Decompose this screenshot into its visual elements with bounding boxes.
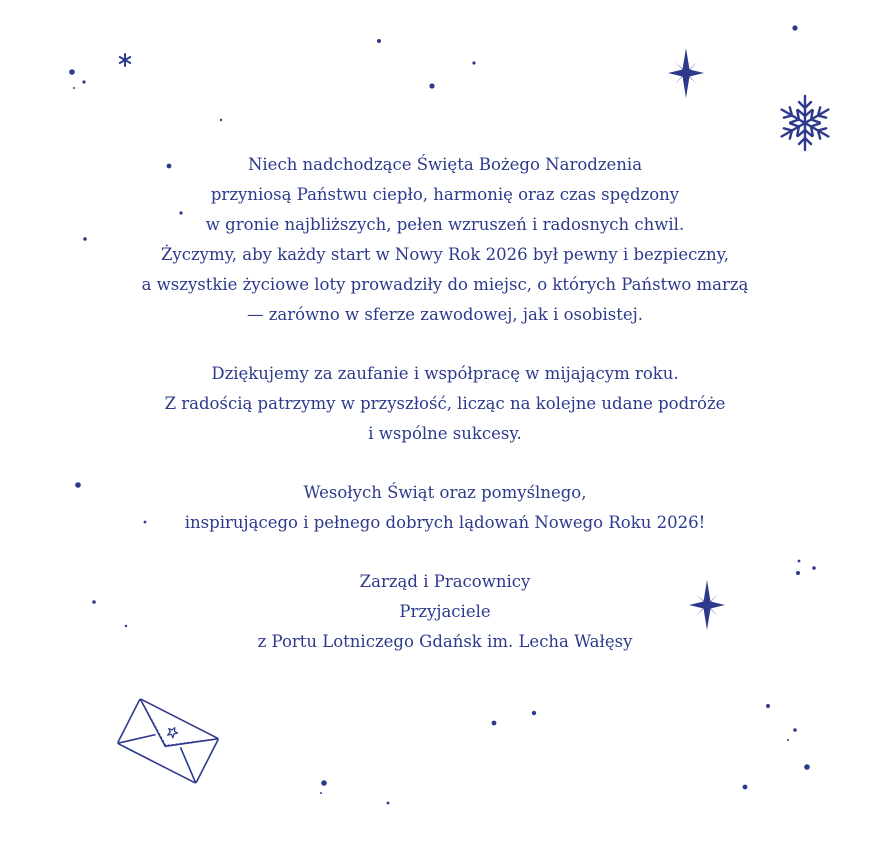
signature-line: Zarząd i Pracownicy xyxy=(359,572,531,591)
greeting-line: Dziękujemy za zaufanie i współpracę w mijającym roku. xyxy=(211,364,679,383)
snow-dot xyxy=(532,711,536,715)
snow-dot xyxy=(220,119,222,121)
greeting-line: a wszystkie życiowe loty prowadziły do miejsc, o których Państwo marzą xyxy=(141,275,749,294)
snow-dot xyxy=(793,728,797,732)
snow-dot xyxy=(320,792,322,794)
greeting-signature xyxy=(0,567,890,657)
signature-line: Przyjaciele xyxy=(399,602,491,621)
envelope-icon xyxy=(117,699,218,784)
greeting-text xyxy=(0,150,890,657)
greeting-paragraph-thanks xyxy=(0,359,890,449)
snow-dot xyxy=(792,25,797,30)
snow-dot xyxy=(387,802,390,805)
snow-dot xyxy=(321,780,327,786)
asterisk-star-icon xyxy=(120,54,130,66)
greeting-line: Niech nadchodzące Święta Bożego Narodzenia xyxy=(247,155,643,174)
greeting-line: — zarówno w sferze zawodowej, jak i osobistej. xyxy=(246,305,644,324)
snow-dot xyxy=(82,80,85,83)
greeting-line: Wesołych Świąt oraz pomyślnego, xyxy=(303,483,587,502)
greeting-line: inspirującego i pełnego dobrych lądowań Nowego Roku 2026! xyxy=(184,513,706,532)
snow-dot xyxy=(743,785,748,790)
snow-dot xyxy=(472,61,475,64)
greeting-line: Życzymy, aby każdy start w Nowy Rok 2026 był pewny i bezpieczny, xyxy=(160,245,730,264)
greeting-line: przyniosą Państwu ciepło, harmonię oraz czas spędzony xyxy=(210,185,680,204)
snow-dot xyxy=(766,704,770,708)
snow-dot xyxy=(787,739,789,741)
signature-line: z Portu Lotniczego Gdańsk im. Lecha Wałęsy xyxy=(257,632,633,651)
snow-dot xyxy=(804,764,810,770)
four-point-star-icon xyxy=(668,48,704,98)
greeting-paragraph-season xyxy=(0,478,890,538)
greeting-line: Z radością patrzymy w przyszłość, licząc na kolejne udane podróże xyxy=(164,394,726,413)
greeting-line: i wspólne sukcesy. xyxy=(368,424,522,443)
greeting-line: w gronie najbliższych, pełen wzruszeń i radosnych chwil. xyxy=(205,215,685,234)
snow-dot xyxy=(69,69,75,75)
snow-dot xyxy=(429,83,434,88)
snow-dot xyxy=(73,87,75,89)
snow-dot xyxy=(377,39,381,43)
snowflake-icon xyxy=(778,96,832,150)
snow-dot xyxy=(492,721,497,726)
greeting-paragraph-wishes xyxy=(0,150,890,330)
